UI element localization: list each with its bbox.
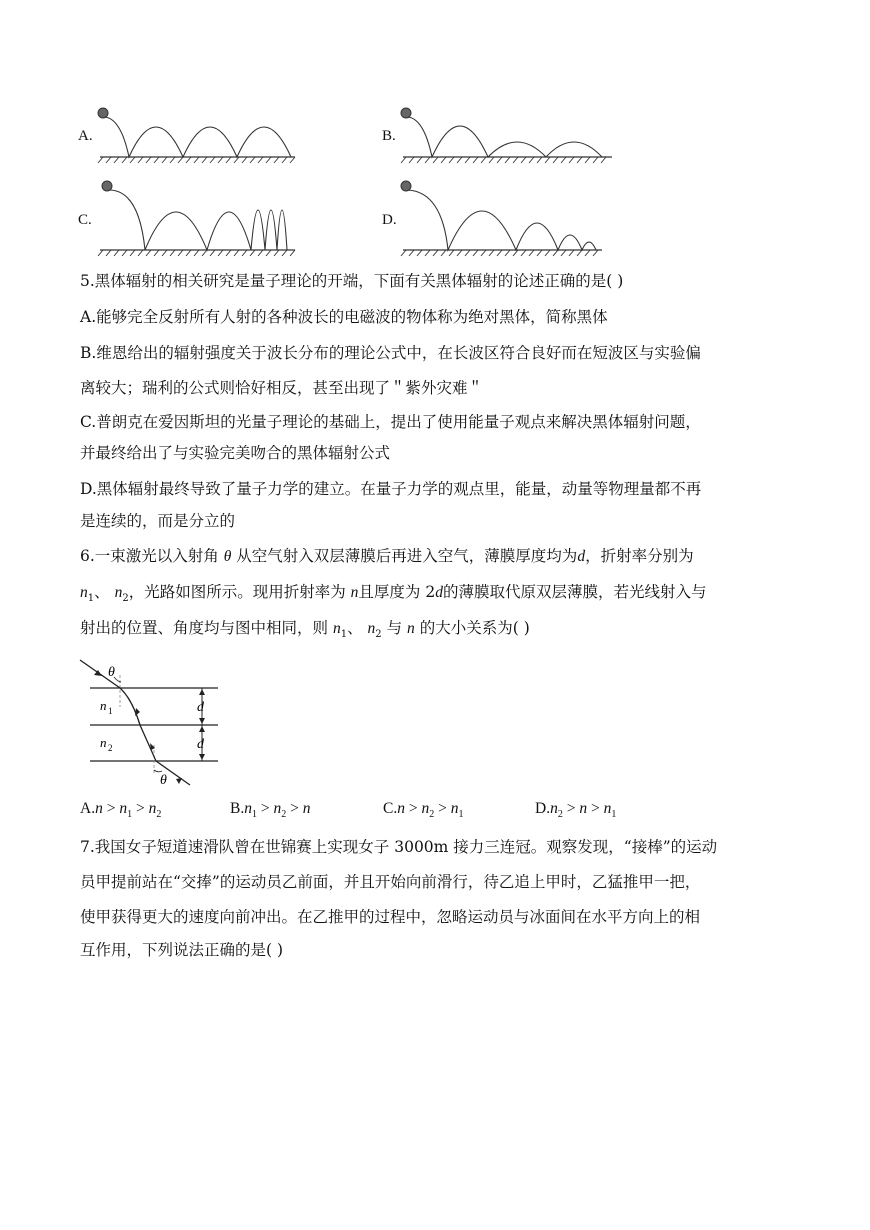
figure-c-label: C. <box>78 212 92 228</box>
theta-symbol: θ <box>223 548 232 565</box>
bounce-figure-d <box>398 178 608 258</box>
q7-line3: 使甲获得更大的速度向前冲出。在乙推甲的过程中，忽略运动员与冰面间在水平方向上的相 <box>80 908 701 926</box>
q7-line4: 互作用，下列说法正确的是( ) <box>80 941 284 959</box>
fig-n1: n <box>100 698 107 713</box>
q6-line1: 6.一束激光以入射角 θ 从空气射入双层薄膜后再进入空气，薄膜厚度均为d，折射率分别为 <box>80 547 694 565</box>
q6-line2: $n_1$、 $n_2$，光路如图所示。现用折射率为 n且厚度为 2d的薄膜取代原双层薄膜，若光线射入与 <box>80 583 707 605</box>
figure-d-label: D. <box>382 212 397 228</box>
q5-option-d-line2: 是连续的，而是分立的 <box>80 512 236 530</box>
q6-option-b: $B.n_1 > n_2 > n$ <box>230 800 311 821</box>
q5-option-c-line1: C.普朗克在爱因斯坦的光量子理论的基础上，提出了使用能量子观点来解决黑体辐射问题， <box>80 413 701 431</box>
q5-option-a: A.能够完全反射所有人射的各种波长的电磁波的物体称为绝对黑体，简称黑体 <box>80 308 608 326</box>
q7-line2: 员甲提前站在“交捧”的运动员乙前面，并且开始向前滑行，待乙追上甲时，乙猛推甲一把， <box>80 873 701 891</box>
q5-option-c-line2: 并最终给出了与实验完美吻合的黑体辐射公式 <box>80 444 391 462</box>
fig-d-upper: d <box>197 700 204 715</box>
q7-line1: 7.我国女子短道速滑队曾在世锦赛上实现女子 3000m 接力三连冠。观察发现，“接棒”的运动 <box>80 838 718 856</box>
q5-option-b-line1: B.维恩给出的辐射强度关于波长分布的理论公式中，在长波区符合良好而在短波区与实验偏 <box>80 344 701 362</box>
fig-d-lower: d <box>197 737 204 752</box>
fig-theta-top: θ <box>108 665 115 680</box>
bounce-figure-c <box>95 178 305 258</box>
q6-option-d: $D.n_2 > n > n_1$ <box>535 800 617 821</box>
thickness-symbol: d <box>577 548 586 565</box>
figure-b-label: B. <box>382 128 396 144</box>
figure-a-label: A. <box>78 128 93 144</box>
svg-text:1: 1 <box>108 706 113 716</box>
fig-theta-bottom: θ <box>160 773 167 788</box>
q5-option-d-line1: D.黑体辐射最终导致了量子力学的建立。在量子力学的观点里，能量，动量等物理量都不再 <box>80 480 702 498</box>
bounce-figure-b <box>398 105 616 167</box>
light-path-diagram <box>78 655 228 790</box>
q5-option-b-line2: 离较大；瑞利的公式则恰好相反，甚至出现了＂紫外灾难＂ <box>80 379 484 397</box>
q6-option-c: $C.n > n_2 > n_1$ <box>383 800 464 821</box>
q6-option-a: $A.n > n_1 > n_2$ <box>80 800 162 821</box>
bounce-figure-a <box>95 105 305 167</box>
q6-line3: 射出的位置、角度均与图中相同，则 $n_1$、 $n_2$ 与 n 的大小关系为( ) <box>80 619 530 641</box>
svg-text:2: 2 <box>108 743 113 753</box>
fig-n2: n <box>100 735 107 750</box>
q5-stem: 5.黑体辐射的相关研究是量子理论的开端，下面有关黑体辐射的论述正确的是( ) <box>80 272 624 290</box>
